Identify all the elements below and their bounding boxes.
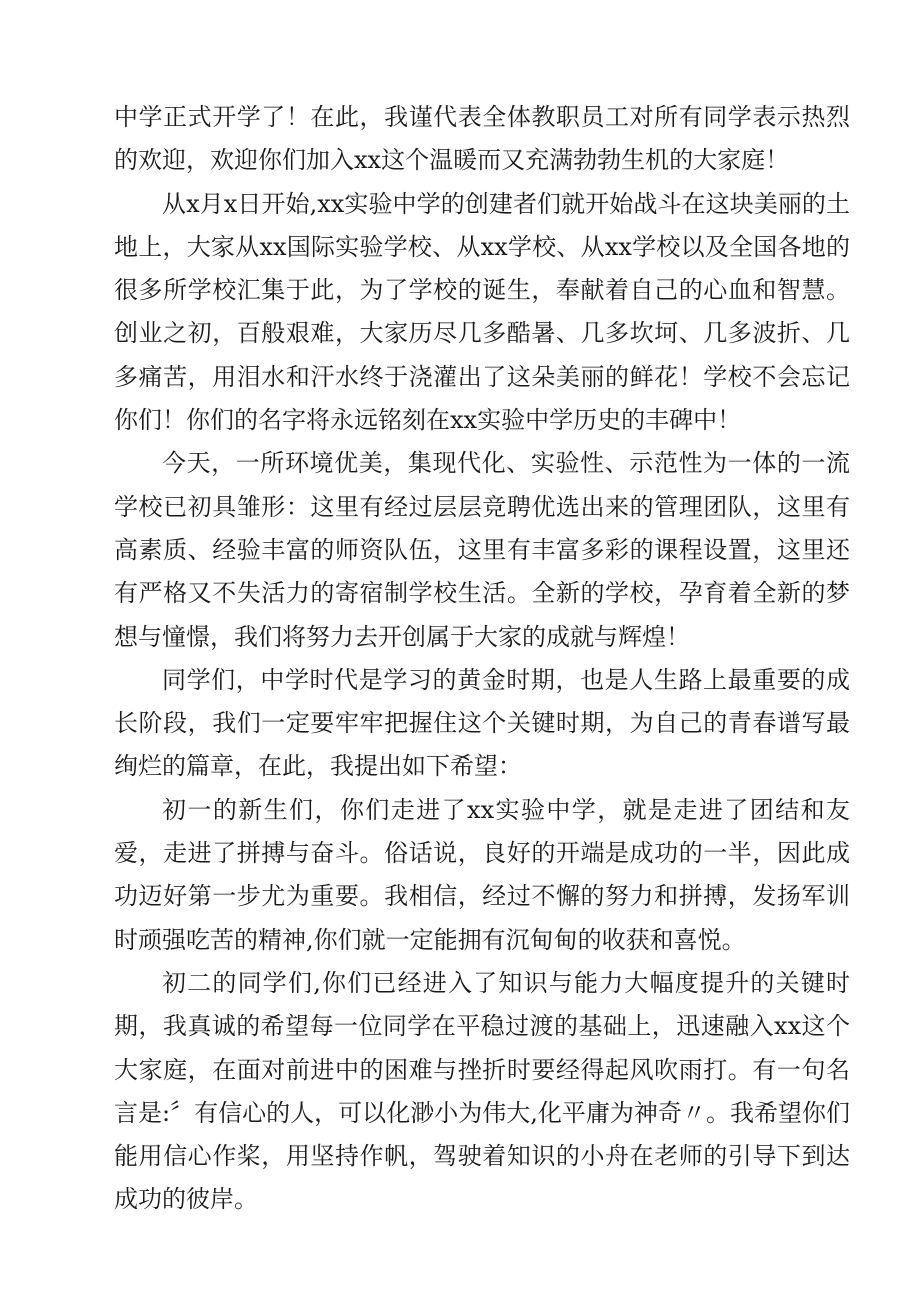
paragraph-4: 同学们，中学时代是学习的黄金时期，也是人生路上最重要的成长阶段，我们一定要牢牢把握住这个关键时期，为自己的青春谱写最绚烂的篇章，在此，我提出如下希望：	[114, 665, 850, 781]
paragraph-3: 今天，一所环境优美，集现代化、实验性、示范性为一体的一流学校已初具雏形：这里有经过层层竞聘优选出来的管理团队，这里有高素质、经验丰富的师资队伍，这里有丰富多彩的课程设置，这里还有严格又不失活力的寄宿制学校生活。全新的学校，孕育着全新的梦想与憧憬，我们将努力去开创属于大家的成就与辉煌！	[114, 449, 850, 651]
body-text	[114, 96, 850, 1222]
paragraph-2: 从x月x日开始,xx实验中学的创建者们就开始战斗在这块美丽的土地上，大家从xx国际实验学校、从xx学校、从xx学校以及全国各地的很多所学校汇集于此，为了学校的诞生，奉献着自己的心血和智慧。创业之初，百般艰难，大家历尽几多酷暑、几多坎坷、几多波折、几多痛苦，用泪水和汗水终于浇灌出了这朵美丽的鲜花！学校不会忘记你们！你们的名字将永远铭刻在xx实验中学历史的丰碑中！	[114, 189, 850, 435]
paragraph-6: 初二的同学们,你们已经进入了知识与能力大幅度提升的关键时期，我真诚的希望每一位同学在平稳过渡的基础上，迅速融入xx这个大家庭，在面对前进中的困难与挫折时要经得起风吹雨打。有一句名言是:〞有信心的人，可以化渺小为伟大,化平庸为神奇〃。我希望你们能用信心作桨，用坚持作帆，驾驶着知识的小舟在老师的引导下到达成功的彼岸。	[114, 968, 850, 1214]
paragraph-1: 中学正式开学了！在此，我谨代表全体教职员工对所有同学表示热烈的欢迎，欢迎你们加入xx这个温暖而又充满勃勃生机的大家庭！	[114, 103, 850, 175]
paragraph-5: 初一的新生们，你们走进了xx实验中学，就是走进了团结和友爱，走进了拼搏与奋斗。俗话说，良好的开端是成功的一半，因此成功迈好第一步尤为重要。我相信，经过不懈的努力和拼搏，发扬军训时顽强吃苦的精神,你们就一定能拥有沉甸甸的收获和喜悦。	[114, 795, 850, 954]
